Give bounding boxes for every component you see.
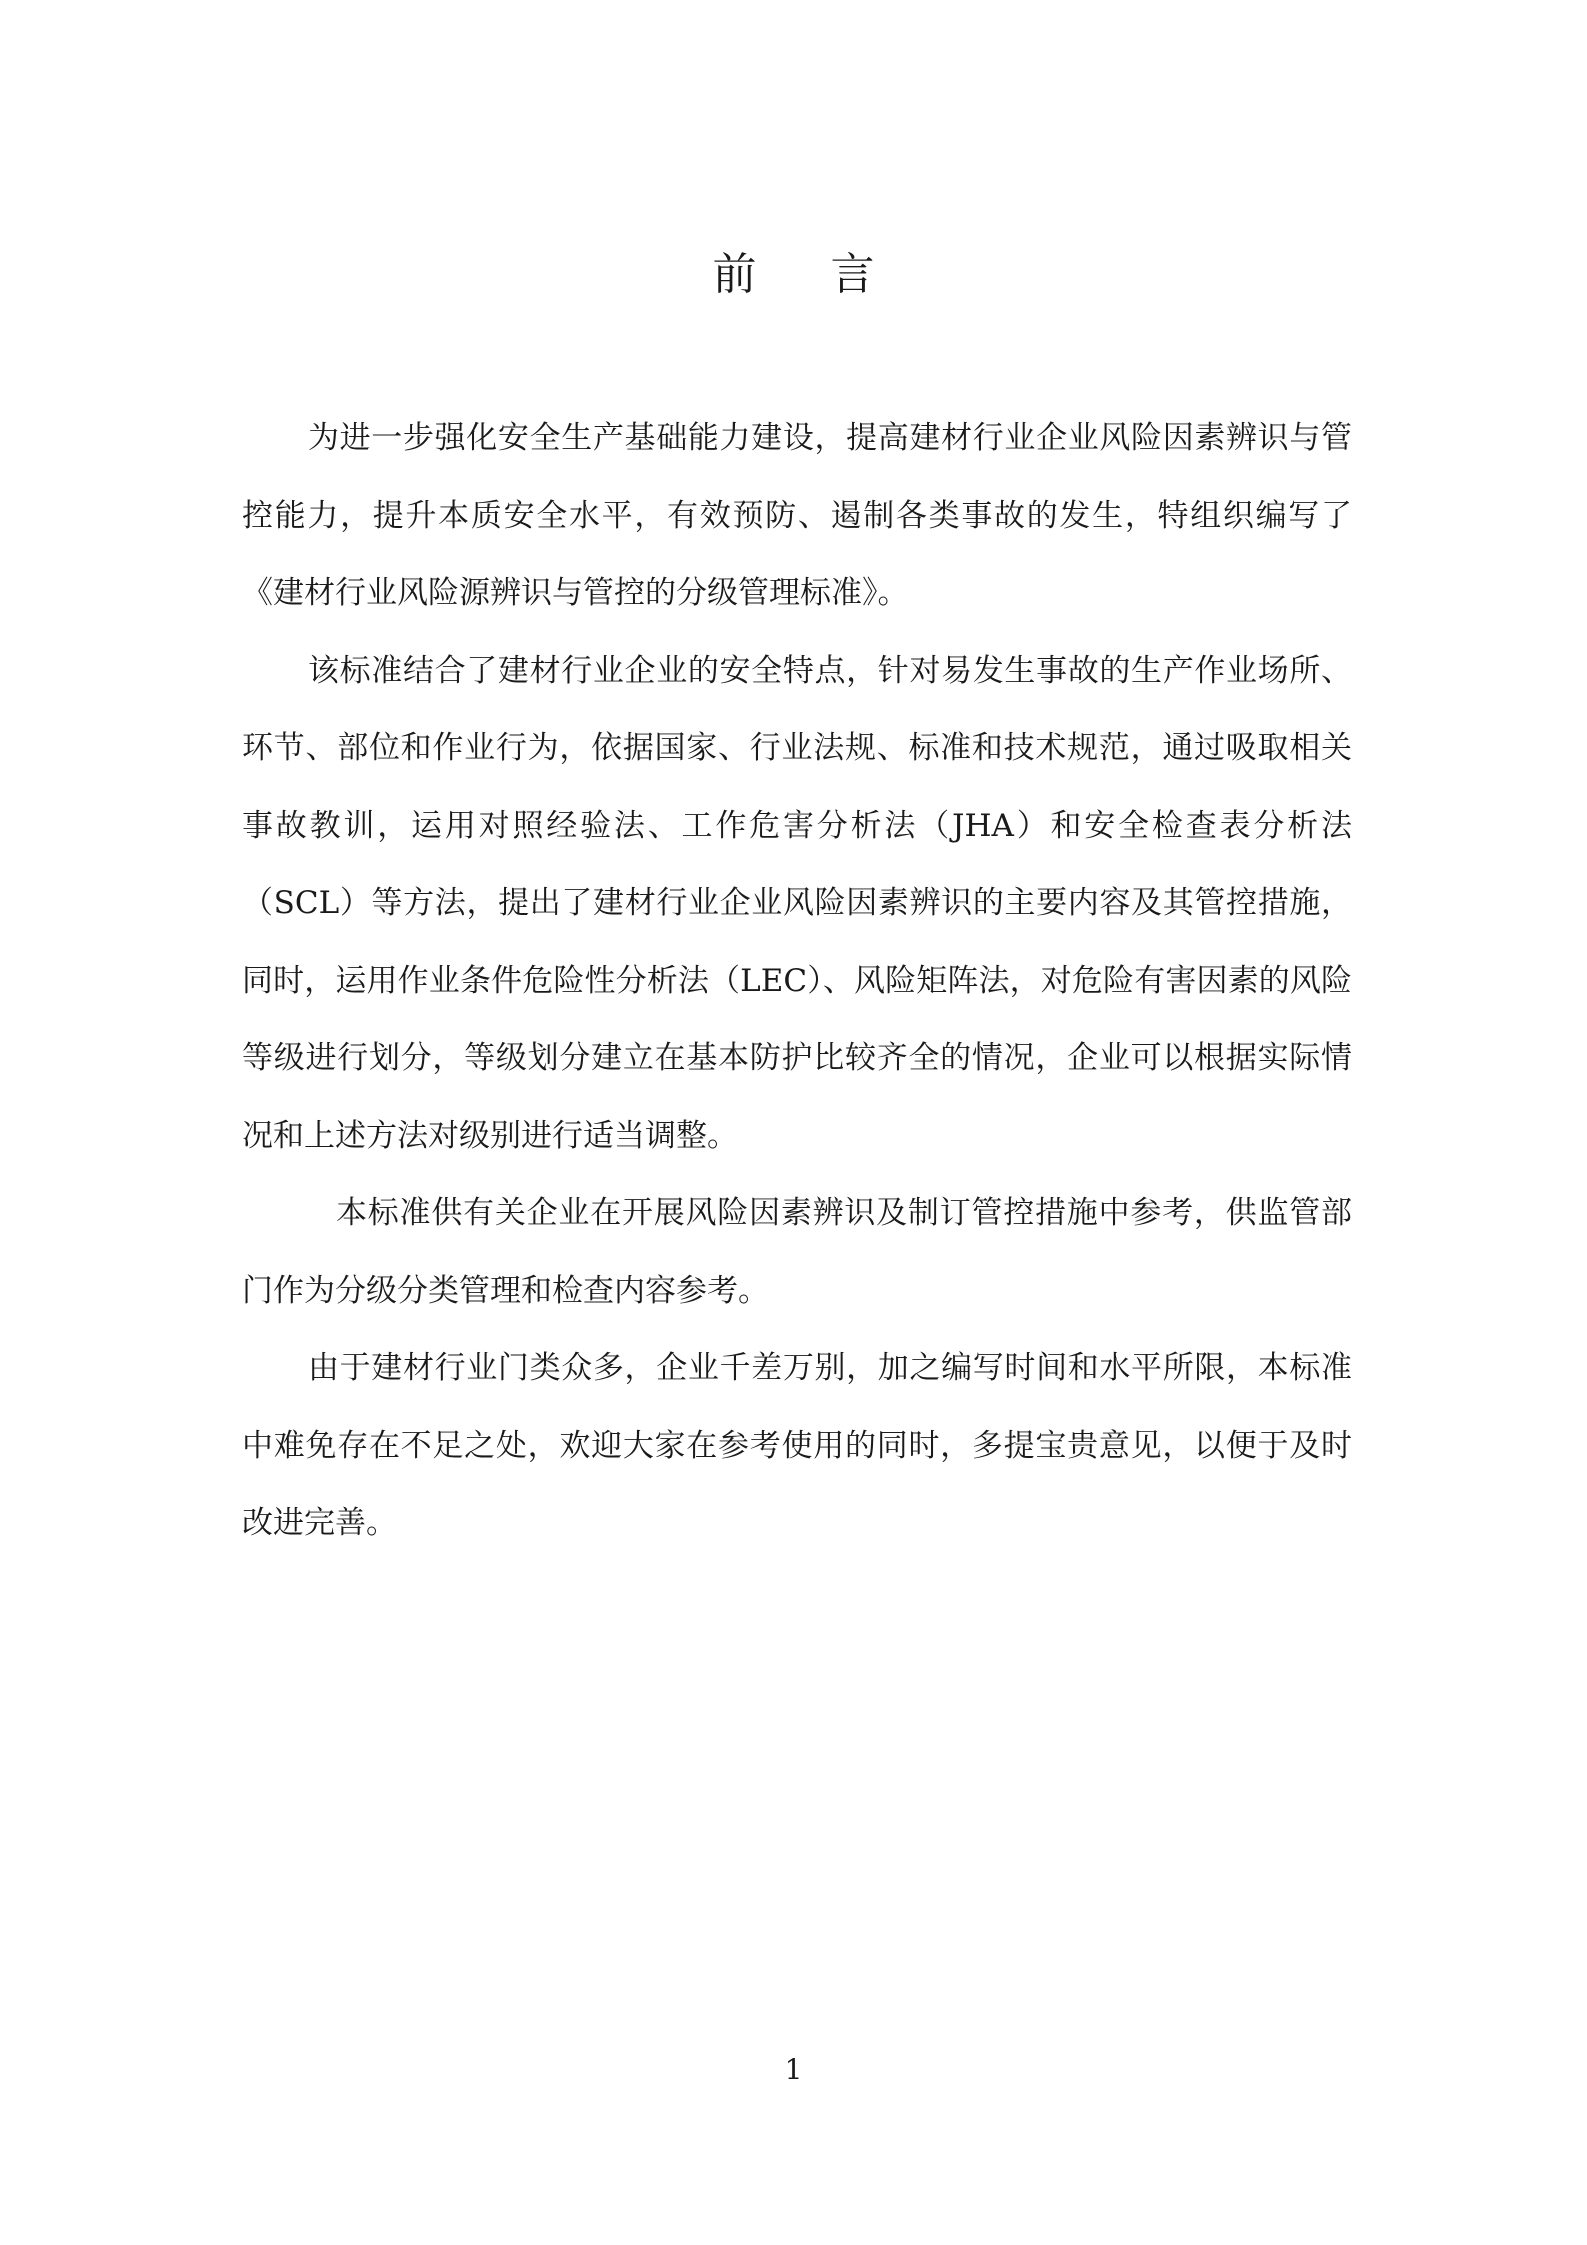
paragraph-usage: 本标准供有关企业在开展风险因素辨识及制订管控措施中参考，供监管部门作为分级分类管理和检查内容参考。	[242, 1195, 1352, 1309]
paragraph-methods: 该标准结合了建材行业企业的安全特点，针对易发生事故的生产作业场所、环节、部位和作业行为，依据国家、行业法规、标准和技术规范，通过吸取相关事故教训，运用对照经验法、工作危害分析法（JHA）和安全检查表分析法（SCL）等方法，提出了建材行业企业风险因素辨识的主要内容及其管控措施，同时，运用作业条件危险性分析法（LEC）、风险矩阵法，对危险有害因素的风险等级进行划分，等级划分建立在基本防护比较齐全的情况，企业可以根据实际情况和上述方法对级别进行适当调整。	[242, 652, 1352, 1154]
paragraph-intro: 为进一步强化安全生产基础能力建设，提高建材行业企业风险因素辨识与管控能力，提升本质安全水平，有效预防、遏制各类事故的发生，特组织编写了《建材行业风险源辨识与管控的分级管理标准》。	[242, 420, 1352, 611]
page-title: 前 言	[712, 249, 905, 300]
paragraph-closing: 由于建材行业门类众多，企业千差万别，加之编写时间和水平所限，本标准中难免存在不足之处，欢迎大家在参考使用的同时，多提宝贵意见，以便于及时改进完善。	[242, 1350, 1352, 1541]
body-text	[242, 400, 1352, 1563]
page-number: 1	[784, 2053, 803, 2086]
